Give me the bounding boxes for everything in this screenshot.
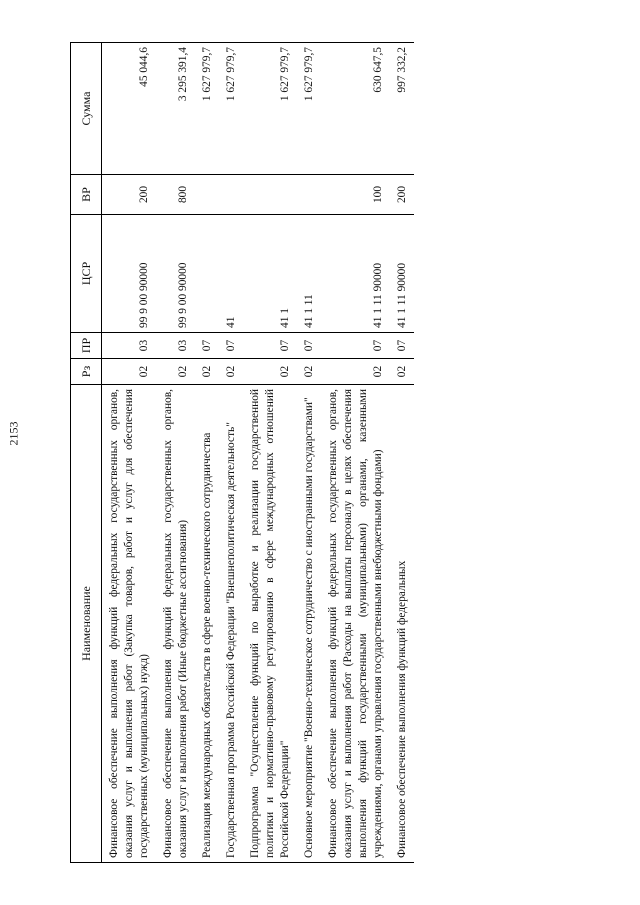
- row-rz: 02: [156, 358, 195, 384]
- header-vr: ВР: [71, 174, 102, 214]
- header-name: Наименование: [71, 384, 102, 862]
- row-csr: 41 1 11 90000: [390, 214, 414, 332]
- row-pr: 03: [156, 332, 195, 358]
- row-sum: 997 332,2: [390, 42, 414, 174]
- page-number: 2153: [6, 421, 21, 446]
- row-name: Государственная программа Российской Федерации "Внешнеполитическая деятельность": [219, 384, 243, 862]
- row-rz: 02: [219, 358, 243, 384]
- row-pr: 07: [297, 332, 321, 358]
- table-row: [156, 42, 195, 862]
- table-row: [390, 42, 414, 862]
- row-sum: 630 647,5: [321, 42, 390, 174]
- row-name: Финансовое обеспечение выполнения функций федеральных: [390, 384, 414, 862]
- row-vr: 800: [156, 174, 195, 214]
- row-pr: 07: [321, 332, 390, 358]
- row-csr: 41 1 11 90000: [321, 214, 390, 332]
- table-row: [321, 42, 390, 862]
- row-sum: 45 044,6: [102, 42, 157, 174]
- header-sum: Сумма: [71, 42, 102, 174]
- row-csr: 99 9 00 90000: [156, 214, 195, 332]
- row-rz: 02: [195, 358, 219, 384]
- row-rz: 02: [297, 358, 321, 384]
- row-vr: [243, 174, 297, 214]
- row-sum: 1 627 979,7: [297, 42, 321, 174]
- row-name: Подпрограмма "Осуществление функций по выработке и реализации государственной политики и нормативно-правовому регулированию в сфере международных отношений Российской Федерации": [243, 384, 297, 862]
- row-name: Финансовое обеспечение выполнения функций федеральных государственных органов, оказания услуг и выполнения работ (Расходы на выплаты персоналу в целях обеспечения выполнения функций государственными (муниципальными) органами, казенными учреждениями, органами управления государственными внебюджетными фондами): [321, 384, 390, 862]
- table-row: [219, 42, 243, 862]
- row-vr: 100: [321, 174, 390, 214]
- table-row: [297, 42, 321, 862]
- row-sum: 1 627 979,7: [195, 42, 219, 174]
- header-rz: Рз: [71, 358, 102, 384]
- rotated-page: [70, 43, 570, 863]
- row-csr: [195, 214, 219, 332]
- row-sum: 3 295 391,4: [156, 42, 195, 174]
- table-row: [102, 42, 157, 862]
- row-csr: 99 9 00 90000: [102, 214, 157, 332]
- row-pr: 07: [390, 332, 414, 358]
- table-row: [243, 42, 297, 862]
- row-vr: [219, 174, 243, 214]
- row-csr: 41 1 11: [297, 214, 321, 332]
- row-vr: 200: [390, 174, 414, 214]
- row-name: Основное мероприятие "Военно-техническое сотрудничество с иностранными государствами": [297, 384, 321, 862]
- row-name: Финансовое обеспечение выполнения функций федеральных государственных органов, оказания услуг и выполнения работ (Закупка товаров, работ и услуг для обеспечения государственных (муниципальных) нужд): [102, 384, 157, 862]
- row-pr: 03: [102, 332, 157, 358]
- row-rz: 02: [102, 358, 157, 384]
- row-sum: 1 627 979,7: [219, 42, 243, 174]
- row-vr: [195, 174, 219, 214]
- budget-table: [70, 42, 414, 863]
- header-csr: ЦСР: [71, 214, 102, 332]
- row-rz: 02: [321, 358, 390, 384]
- row-csr: 41: [219, 214, 243, 332]
- row-sum: 1 627 979,7: [243, 42, 297, 174]
- row-rz: 02: [390, 358, 414, 384]
- table-row: [195, 42, 219, 862]
- row-pr: 07: [195, 332, 219, 358]
- row-rz: 02: [243, 358, 297, 384]
- row-name: Реализация международных обязательств в сфере военно-технического сотрудничества: [195, 384, 219, 862]
- row-pr: 07: [219, 332, 243, 358]
- row-pr: 07: [243, 332, 297, 358]
- row-vr: 200: [102, 174, 157, 214]
- table-header-row: [71, 42, 102, 862]
- row-vr: [297, 174, 321, 214]
- row-csr: 41 1: [243, 214, 297, 332]
- row-name: Финансовое обеспечение выполнения функций федеральных государственных органов, оказания услуг и выполнения работ (Иные бюджетные ассигнования): [156, 384, 195, 862]
- header-pr: ПР: [71, 332, 102, 358]
